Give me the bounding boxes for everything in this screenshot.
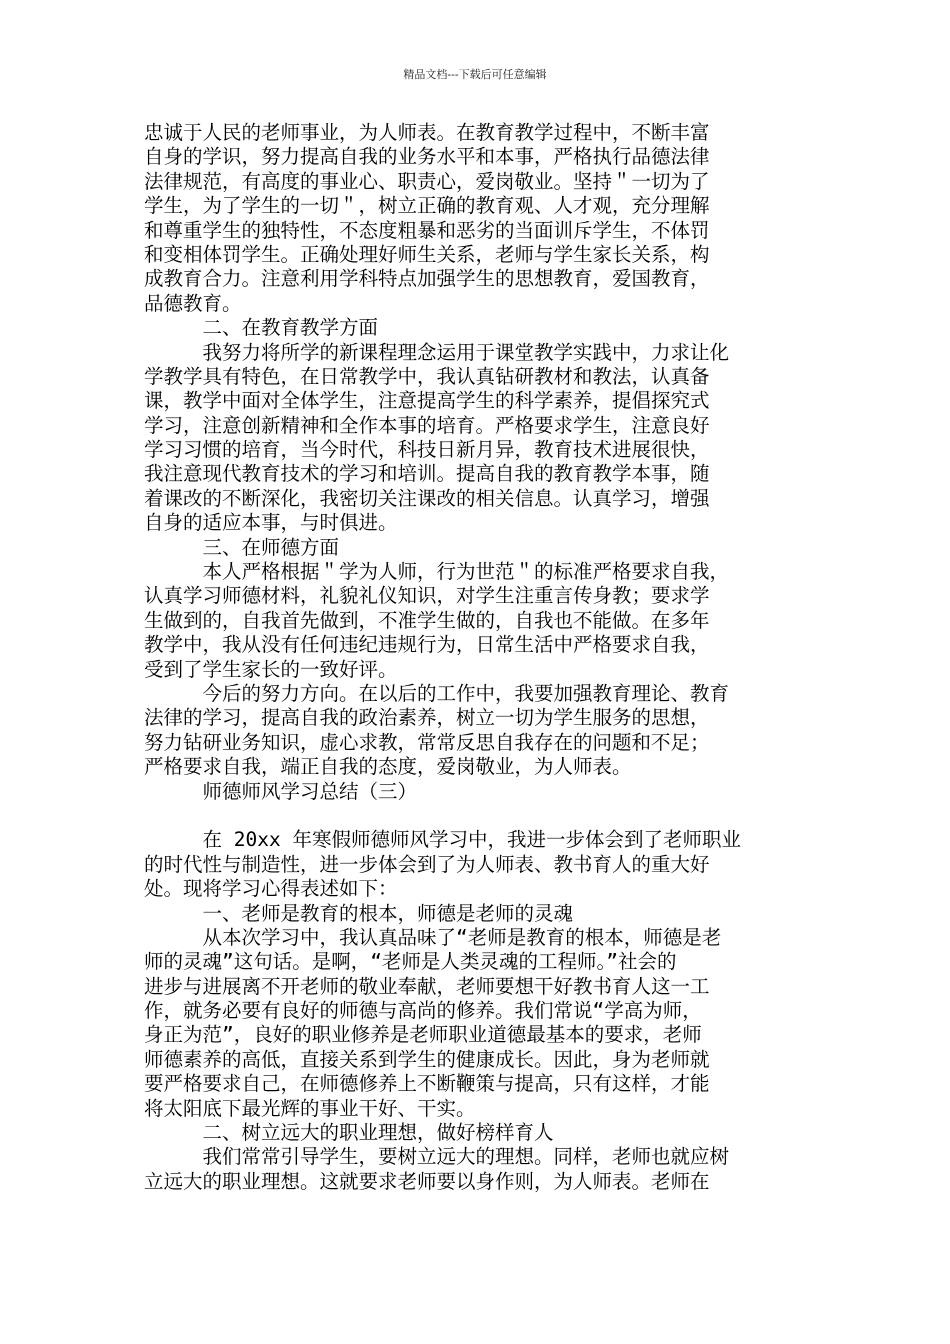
text-line: 法律规范，有高度的事业心、职责心，爱岗敬业。坚持＂一切为了: [144, 169, 710, 193]
text-line: 我努力将所学的新课程理念运用于课堂教学实践中，力求让化: [144, 340, 730, 364]
text-line: 和变相体罚学生。正确处理好师生关系，老师与学生家长关系，构: [144, 242, 710, 266]
text-line: 学教学具有特色，在日常教学中，我认真钻研教材和教法，认真备: [144, 364, 710, 388]
text-line: 在 20xx 年寒假师德师风学习中，我进一步体会到了老师职业: [144, 828, 741, 852]
text-line: 教学中，我从没有任何违纪违规行为，日常生活中严格要求自我，: [144, 633, 710, 657]
text-line: 我们常常引导学生，要树立远大的理想。同样，老师也就应树: [144, 1145, 730, 1169]
document-body: [144, 121, 814, 1194]
text-line: 的时代性与制造性，进一步体会到了为人师表、教书育人的重大好: [144, 852, 710, 876]
text-line: 学习习惯的培育，当今时代，科技日新月异，教育技术进展很快，: [144, 438, 710, 462]
text-line: 努力钻研业务知识，虚心求教，常常反思自我存在的问题和不足；: [144, 730, 710, 754]
text-line: 我注意现代教育技术的学习和培训。提高自我的教育教学本事，随: [144, 462, 710, 486]
text-line: 二、在教育教学方面: [144, 316, 379, 340]
text-line: 本人严格根据＂学为人师，行为世范＂的标准严格要求自我，: [144, 560, 730, 584]
text-line: 自身的学识，努力提高自我的业务水平和本事，严格执行品德法律: [144, 145, 710, 169]
text-line: 处。现将学习心得表述如下：: [144, 877, 398, 901]
text-line: 今后的努力方向。在以后的工作中，我要加强教育理论、教育: [144, 681, 730, 705]
text-line: 受到了学生家长的一致好评。: [144, 657, 398, 681]
text-line: 法律的学习，提高自我的政治素养，树立一切为学生服务的思想，: [144, 706, 710, 730]
text-line: 进步与进展离不开老师的敬业奉献，老师要想干好教书育人这一工: [144, 974, 710, 998]
text-line: 从本次学习中，我认真品味了“老师是教育的根本，师德是老: [144, 925, 722, 949]
text-line: 严格要求自我，端正自我的态度，爱岗敬业，为人师表。: [144, 755, 632, 779]
text-line: 师的灵魂”这句话。是啊，“老师是人类灵魂的工程师。”社会的: [144, 950, 677, 974]
text-line: 师德师风学习总结（三）: [144, 779, 418, 803]
text-line: 忠诚于人民的老师事业，为人师表。在教育教学过程中，不断丰富: [144, 121, 710, 144]
text-line: 师德素养的高低，直接关系到学生的健康成长。因此，身为老师就: [144, 1047, 710, 1071]
text-line: 将太阳底下最光辉的事业干好、干实。: [144, 1096, 476, 1120]
text-line: 三、在师德方面: [144, 535, 340, 559]
text-line: 课，教学中面对全体学生，注意提高学生的科学素养，提倡探究式: [144, 389, 710, 413]
text-line: 学习，注意创新精神和全作本事的培育。严格要求学生，注意良好: [144, 413, 710, 437]
text-line: 着课改的不断深化，我密切关注课改的相关信息。认真学习，增强: [144, 486, 710, 510]
text-line: 自身的适应本事，与时俱进。: [144, 511, 398, 535]
text-line: 生做到的，自我首先做到，不准学生做的，自我也不能做。在多年: [144, 608, 710, 632]
text-line: 二、树立远大的职业理想，做好榜样育人: [144, 1121, 554, 1145]
text-line: 一、老师是教育的根本，师德是老师的灵魂: [144, 901, 574, 925]
text-line: 成教育合力。注意利用学科特点加强学生的思想教育，爱国教育，: [144, 267, 710, 291]
text-line: 身正为范”，良好的职业修养是老师职业道德最基本的要求，老师: [144, 1023, 702, 1047]
text-line: 和尊重学生的独特性，不态度粗暴和恶劣的当面训斥学生，不体罚: [144, 218, 710, 242]
text-line: 认真学习师德材料，礼貌礼仪知识，对学生注重言传身教；要求学: [144, 584, 710, 608]
page-header: 精品文档---下载后可任意编辑: [403, 68, 547, 81]
text-line: 品德教育。: [144, 291, 242, 315]
text-line: 要严格要求自己，在师德修养上不断鞭策与提高，只有这样，才能: [144, 1072, 710, 1096]
text-line: 学生，为了学生的一切＂，树立正确的教育观、人才观，充分理解: [144, 194, 710, 218]
text-line: 作，就务必要有良好的师德与高尚的修养。我们常说“学高为师，: [144, 999, 702, 1023]
text-line: [144, 804, 814, 828]
text-line: 立远大的职业理想。这就要求老师要以身作则，为人师表。老师在: [144, 1169, 710, 1193]
